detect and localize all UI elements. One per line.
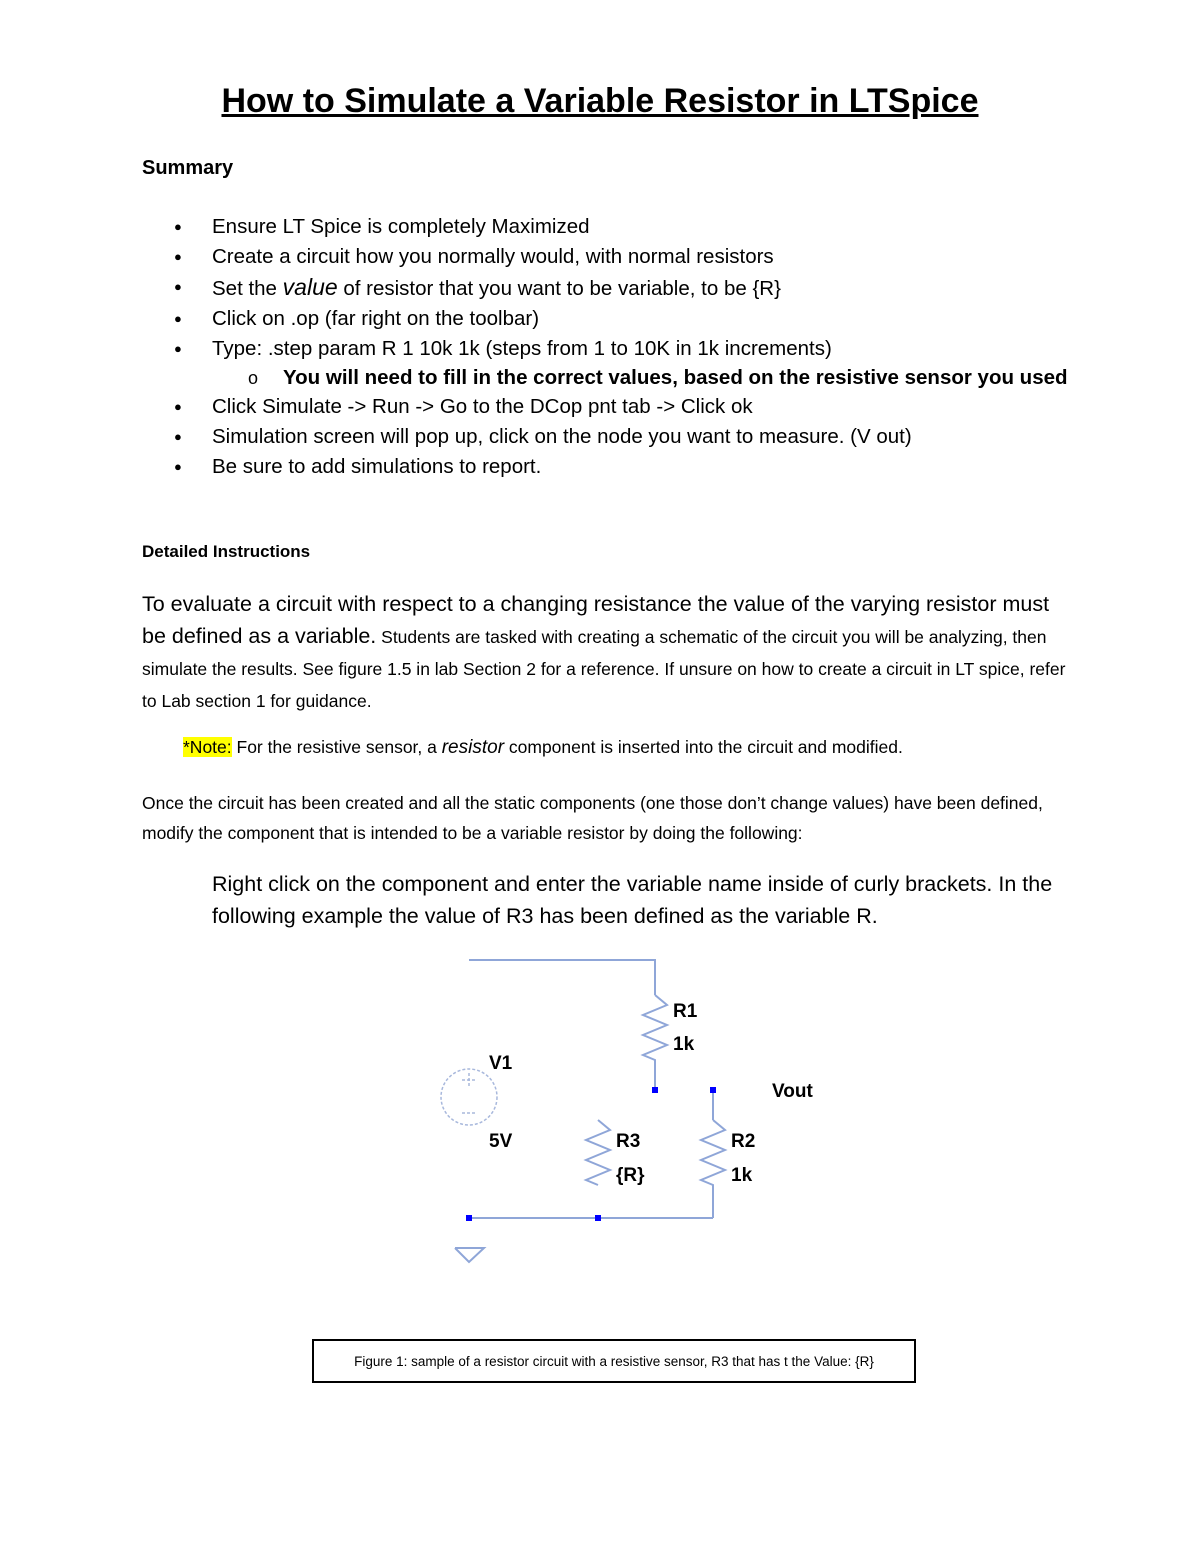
r3-name: R3	[616, 1131, 641, 1152]
detailed-instructions-heading: Detailed Instructions	[142, 542, 311, 561]
v1-value: 5V	[489, 1131, 513, 1152]
list-item-text: Set the	[212, 277, 283, 300]
list-item: ● Be sure to add simulations to report.	[142, 452, 1102, 482]
vout-label: Vout	[772, 1081, 813, 1102]
r1-value: 1k	[673, 1034, 695, 1055]
list-item: ● Click Simulate -> Run -> Go to the DCop pnt tab -> Click ok	[142, 392, 1102, 422]
list-item: ● Type: .step param R 1 10k 1k (steps from 1 to 10K in 1k increments)	[142, 334, 1102, 364]
intro-rest: Students are tasked with creating a schematic of the circuit you will be analyzing, then simulate the results. See figure 1.5 in lab Section 2 for a reference. If unsure on how to create a circuit in LT spice, refer to Lab section 1 for guidance.	[142, 627, 1066, 711]
v1-name: V1	[489, 1053, 513, 1074]
resistor-r3	[586, 1120, 610, 1185]
list-item: ● Ensure LT Spice is completely Maximized	[142, 212, 1102, 242]
sub-list-item: o You will need to fill in the correct values, based on the resistive sensor you used	[142, 364, 1102, 392]
caption-text: Figure 1: sample of a resistor circuit with a resistive sensor, R3 that has t the Value: {R}	[354, 1353, 874, 1369]
wire-top	[469, 960, 655, 995]
node-ground-left	[466, 1215, 472, 1221]
note-text: component is inserted into the circuit and modified.	[504, 737, 903, 757]
ground-symbol	[455, 1248, 484, 1262]
emphasis-word: value	[282, 274, 338, 300]
node-vout	[710, 1087, 716, 1093]
list-item-text: of resistor that you want to be variable, to be {R}	[337, 277, 781, 300]
note-text: For the resistive sensor, a	[231, 737, 442, 757]
list-item: ● Click on .op (far right on the toolbar)	[142, 304, 1102, 334]
body-paragraph: Once the circuit has been created and all the static components (one those don’t change values) have been defined, modify the component that is intended to be a variable resistor by doing the following:	[142, 793, 1043, 843]
r2-value: 1k	[731, 1165, 753, 1186]
r2-name: R2	[731, 1131, 756, 1152]
r1-name: R1	[673, 1001, 698, 1022]
note-label: *Note:	[183, 737, 232, 757]
resistor-r1	[643, 995, 667, 1090]
list-item: ● Simulation screen will pop up, click on the node you want to measure. (V out)	[142, 422, 1102, 452]
note-emphasis: resistor	[441, 737, 505, 758]
resistor-r2	[701, 1120, 725, 1218]
intro-lead: To evaluate a circuit with respect to a changing resistance the value of the varying resistor must be defined as a variable.	[142, 592, 1050, 648]
node-r1-bottom	[652, 1087, 658, 1093]
node-ground-mid	[595, 1215, 601, 1221]
page-title: How to Simulate a Variable Resistor in LTSpice	[221, 82, 979, 120]
summary-heading: Summary	[142, 157, 234, 179]
figure-caption	[312, 1339, 916, 1383]
instruction-paragraph: Right click on the component and enter the variable name inside of curly brackets. In the following example the value of R3 has been defined as the variable R.	[212, 872, 1053, 928]
list-item: ● Create a circuit how you normally would, with normal resistors	[142, 242, 1102, 272]
r3-value: {R}	[616, 1165, 645, 1186]
voltage-source-v1	[441, 1069, 497, 1125]
